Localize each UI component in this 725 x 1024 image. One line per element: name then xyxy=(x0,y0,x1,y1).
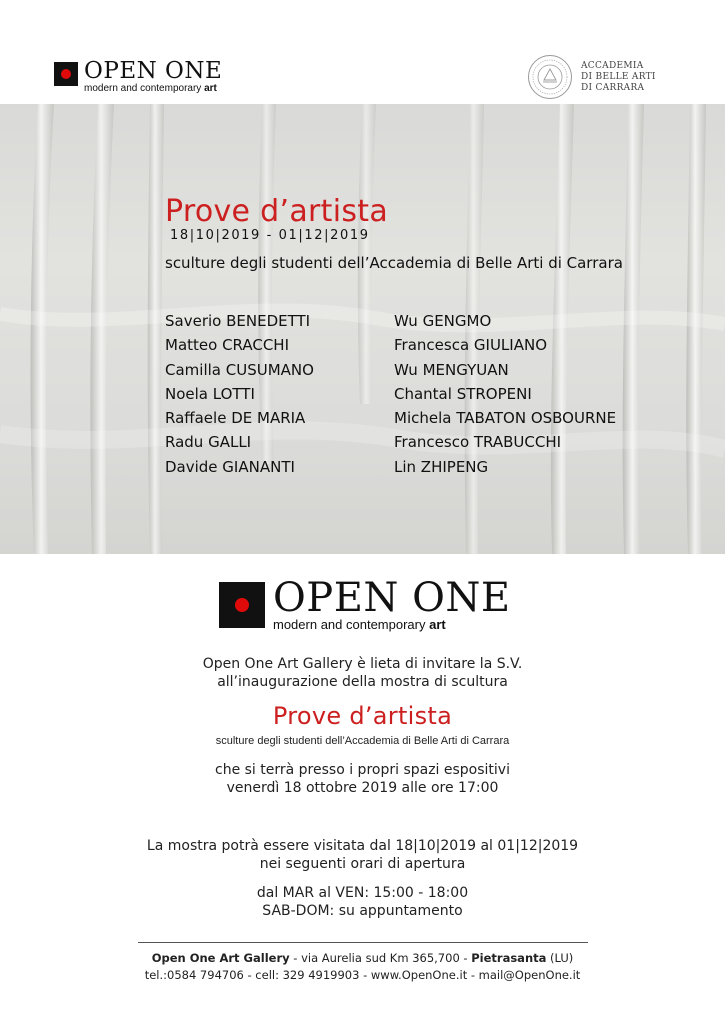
artists-list-right xyxy=(394,309,616,479)
footer-address: Open One Art Gallery - via Aurelia sud Km 365,700 - Pietrasanta (LU) xyxy=(151,951,574,965)
artist-name: Michela TABATON OSBOURNE xyxy=(394,409,617,428)
invite-line-1: Open One Art Gallery è lieta di invitare la S.V. xyxy=(202,656,523,672)
academy-line-1: ACCADEMIA xyxy=(581,60,644,71)
logo-name: OPEN ONE xyxy=(84,58,223,84)
artist-name: Camilla CUSUMANO xyxy=(165,360,314,379)
invite-title: Prove d’artista xyxy=(272,702,453,730)
artist-name: Francesca GIULIANO xyxy=(394,336,547,355)
artist-name: Radu GALLI xyxy=(165,433,252,452)
hero-title: Prove d’artista xyxy=(165,194,389,229)
hero-subtitle: sculture degli studenti dell’Accademia di Belle Arti di Carrara xyxy=(165,254,623,272)
artist-name: Wu GENGMO xyxy=(394,312,492,330)
artist-name: Raffaele DE MARIA xyxy=(165,409,306,428)
logo-tagline: modern and contemporary art xyxy=(273,617,446,632)
logo-tagline: modern and contemporary art xyxy=(84,83,217,94)
invite-subtitle: sculture degli studenti dell’Accademia di Belle Arti di Carrara xyxy=(215,735,510,747)
academy-seal-icon xyxy=(527,54,573,100)
visit-period: La mostra potrà essere visitata dal 18|10|2019 al 01|12|2019 xyxy=(146,838,579,854)
header-bar xyxy=(0,44,725,104)
open-one-logo-large xyxy=(219,575,511,632)
artist-name: Noela LOTTI xyxy=(165,384,255,403)
invite-line-3: che si terrà presso i propri spazi espositivi xyxy=(215,762,510,778)
academy-line-3: DI CARRARA xyxy=(581,82,645,93)
artist-name: Davide GIANANTI xyxy=(165,457,295,476)
footer-contacts: tel.:0584 794706 - cell: 329 4919903 - www.OpenOne.it - mail@OpenOne.it xyxy=(144,968,581,982)
artist-name: Matteo CRACCHI xyxy=(165,336,290,355)
artist-name: Francesco TRABUCCHI xyxy=(394,433,562,452)
academy-logo xyxy=(527,54,656,100)
open-one-logo-small xyxy=(54,58,223,94)
visit-hours-intro: nei seguenti orari di apertura xyxy=(259,856,466,872)
hero-marble-banner xyxy=(0,104,725,554)
logo-name: OPEN ONE xyxy=(273,575,511,621)
invite-date-time: venerdì 18 ottobre 2019 alle ore 17:00 xyxy=(226,780,499,796)
artist-name: Lin ZHIPENG xyxy=(394,457,489,476)
artist-name: Chantal STROPENI xyxy=(394,384,532,403)
opening-hours-weekdays: dal MAR al VEN: 15:00 - 18:00 xyxy=(256,885,469,901)
artist-name: Wu MENGYUAN xyxy=(394,360,509,379)
logo-square-icon xyxy=(219,582,265,628)
logo-square-icon xyxy=(54,62,78,86)
artists-list-left xyxy=(165,309,314,479)
hero-dates: 18|10|2019 - 01|12|2019 xyxy=(170,228,370,243)
artist-name: Saverio BENEDETTI xyxy=(165,312,311,330)
invite-line-2: all’inaugurazione della mostra di scultura xyxy=(217,674,508,690)
footer-divider xyxy=(138,942,588,943)
academy-line-2: DI BELLE ARTI xyxy=(581,71,656,82)
opening-hours-weekend: SAB-DOM: su appuntamento xyxy=(262,903,463,919)
